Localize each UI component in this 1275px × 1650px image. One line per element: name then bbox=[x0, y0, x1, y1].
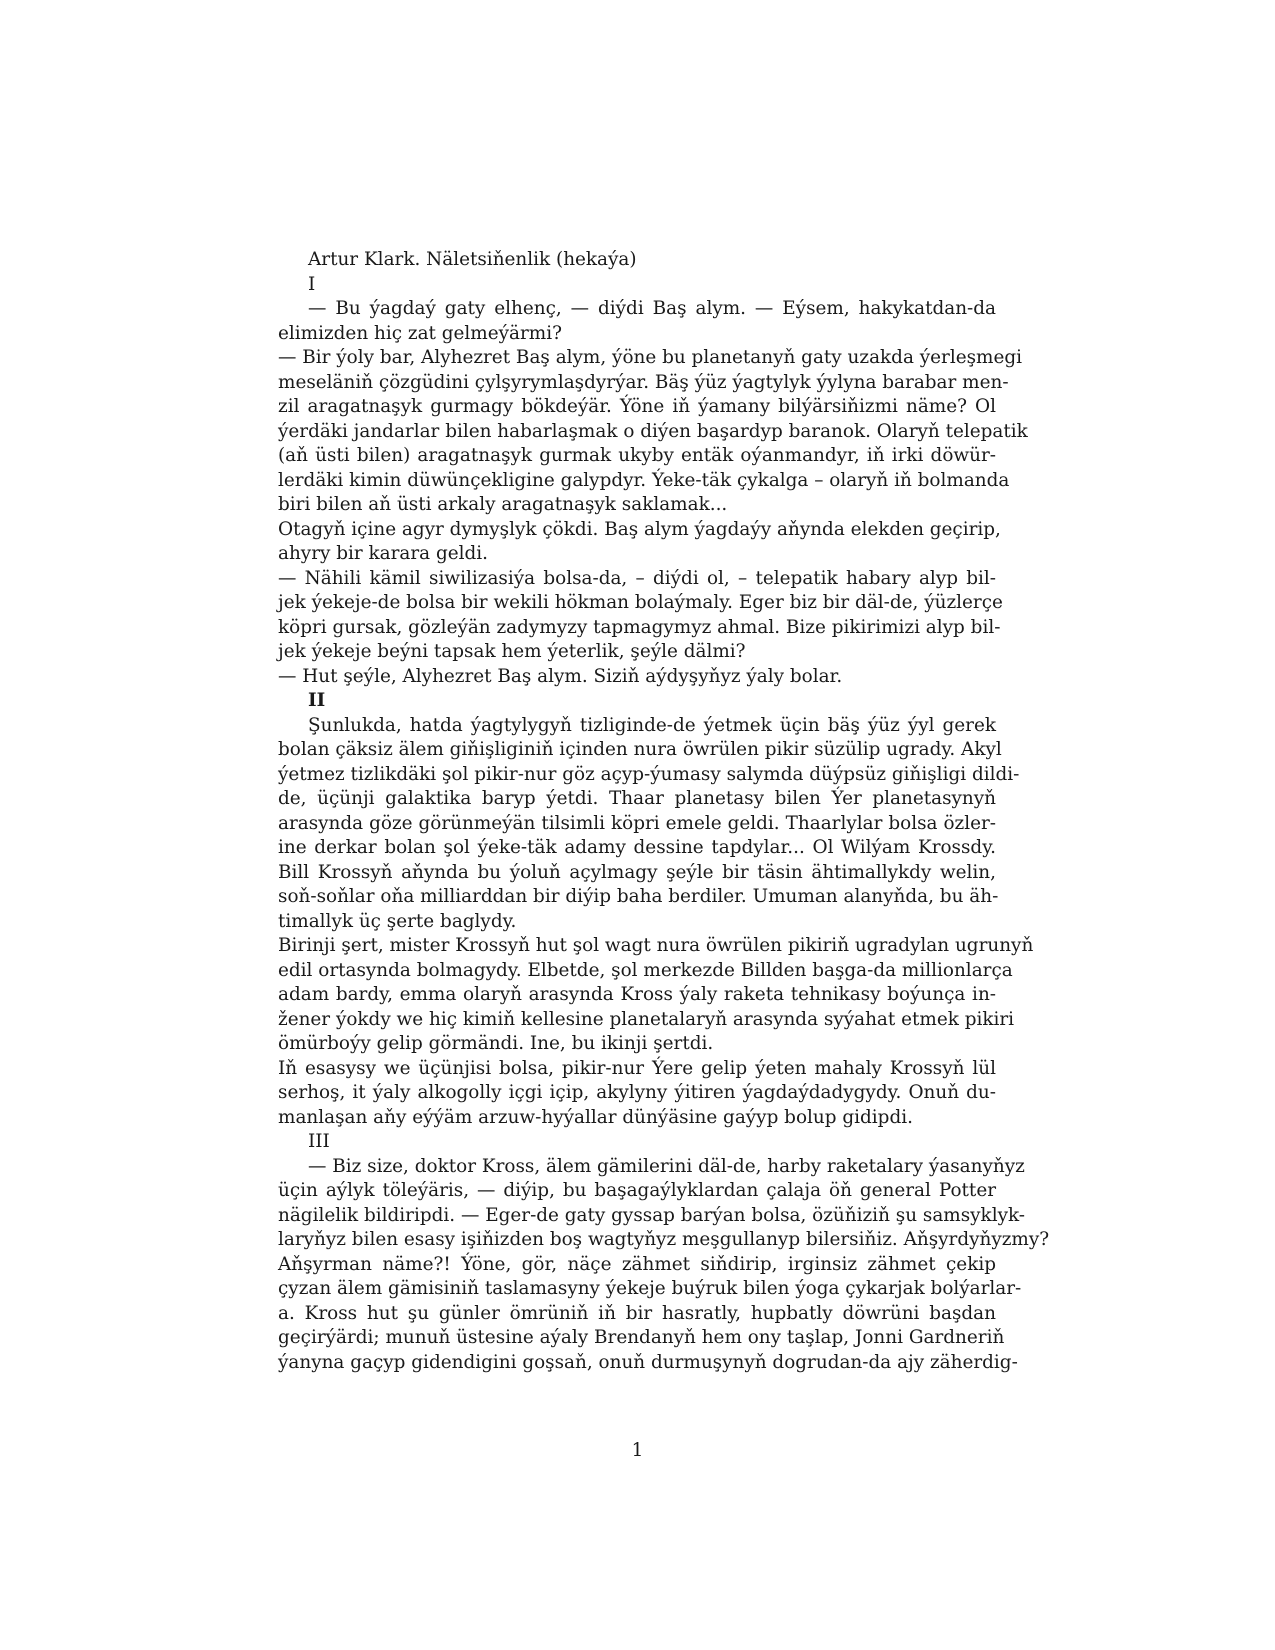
text-line: manlaşan aňy eýýäm arzuw-hyýallar dünýäsine gaýyp bolup gidipdi. bbox=[278, 1106, 913, 1128]
text-line: üçin aýlyk töleýäris, — diýip, bu başagaýlyklardan çalaja öň general Potter bbox=[278, 1180, 996, 1201]
text-line: — Biz size, doktor Kross, älem gämilerini däl-de, harby raketalary ýasanyňyz bbox=[308, 1155, 1025, 1177]
text-line: ine derkar bolan şol ýeke-täk adamy dessine tapdylar... Ol Wilýam Krossdy. bbox=[278, 837, 996, 858]
text-line: Şunlukda, hatda ýagtylygyň tizliginde-de ýetmek üçin bäş ýüz ýyl gerek bbox=[308, 714, 996, 736]
text-line: köpri gursak, gözleýän zadymyzy tapmagymyz ahmal. Bize pikirimizi alyp bil- bbox=[278, 616, 1001, 638]
text-line: ömürboýy gelip görmändi. Ine, bu ikinji şertdi. bbox=[278, 1033, 714, 1054]
text-line: — Nähili kämil siwilizasiýa bolsa-da, – diýdi ol, – telepatik habary alyp bil- bbox=[278, 567, 996, 589]
text-line: laryňyz bilen esasy işiňizden boş wagtyňyz meşgullanyp bilersiňiz. Aňşyrdyňyzmy? bbox=[278, 1229, 1050, 1250]
text-line: žener ýokdy we hiç kimiň kellesine planetalaryň arasynda syýahat etmek pikiri bbox=[278, 1008, 1015, 1030]
text-line: (aň üsti bilen) aragatnaşyk gurmak ukyby entäk oýanmandyr, iň irki döwür- bbox=[278, 445, 996, 466]
text-line: Artur Klark. Näletsiňenlik (hekaýa) bbox=[308, 249, 637, 270]
text-line: çyzan älem gämisiniň taslamasyny ýekeje buýruk bilen ýoga çykarjak bolýarlar- bbox=[278, 1278, 1022, 1299]
text-line: lerdäki kimin düwünçekligine galypdyr. Ýeke-täk çykalga – olaryň iň bolmanda bbox=[278, 469, 1010, 491]
text-line: biri bilen aň üsti arkaly aragatnaşyk saklamak... bbox=[278, 494, 728, 515]
text-line: Bill Krossyň aňynda bu ýoluň açylmagy şeýle bir täsin ähtimallykdy welin, bbox=[278, 861, 996, 883]
text-line: ýanyna gaçyp gidendigini goşsaň, onuň durmuşynyň dogrudan-da ajy zäherdig- bbox=[278, 1351, 1018, 1373]
text-line: — Bir ýoly bar, Alyhezret Baş alym, ýöne bu planetanyň gaty uzakda ýerleşmegi bbox=[278, 347, 1023, 368]
text-line: ahyry bir karara geldi. bbox=[278, 543, 489, 564]
text-line: II bbox=[308, 690, 326, 711]
document-body bbox=[278, 248, 1050, 1375]
text-line: ýetmez tizlikdäki şol pikir-nur göz açyp-ýumasy salymda düýpsüz giňişligi dildi- bbox=[278, 763, 1020, 785]
text-line: — Bu ýagdaý gaty elhenç, — diýdi Baş alym. — Eýsem, hakykatdan-da bbox=[308, 298, 996, 319]
text-line: adam bardy, emma olaryň arasynda Kross ýaly raketa tehnikasy boýunça in- bbox=[278, 984, 996, 1005]
text-line: geçirýärdi; munuň üstesine aýaly Brendanyň hem ony taşlap, Jonni Gardneriň bbox=[278, 1327, 1005, 1348]
text-line: bolan çäksiz älem giňişliginiň içinden nura öwrülen pikir süzülip ugrady. Akyl bbox=[278, 739, 1002, 760]
text-line: arasynda göze görünmeýän tilsimli köpri emele geldi. Thaarlylar bolsa özler- bbox=[278, 812, 996, 834]
text-line: I bbox=[308, 273, 316, 295]
text-line: jek ýekeje beýni tapsak hem ýeterlik, şeýle dälmi? bbox=[278, 641, 746, 662]
page-number: 1 bbox=[631, 1440, 644, 1461]
text-line: Otagyň içine agyr dymyşlyk çökdi. Baş alym ýagdaýy aňynda elekden geçirip, bbox=[278, 518, 1001, 540]
text-line: de, üçünji galaktika baryp ýetdi. Thaar planetasy bilen Ýer planetasynyň bbox=[278, 788, 996, 809]
text-line: jek ýekeje-de bolsa bir wekili hökman bolaýmaly. Eger biz bir däl-de, ýüzlerçe bbox=[278, 592, 1003, 613]
text-line: III bbox=[308, 1131, 330, 1152]
text-line: edil ortasynda bolmagydy. Elbetde, şol merkezde Billden başga-da millionlarça bbox=[278, 959, 1013, 981]
text-line: zil aragatnaşyk gurmagy bökdeýär. Ýöne iň ýamany bilýärsiňizmi näme? Ol bbox=[278, 396, 996, 417]
text-line: ýerdäki jandarlar bilen habarlaşmak o diýen başardyp baranok. Olaryň telepatik bbox=[278, 420, 1028, 442]
text-line: soň-soňlar oňa milliarddan bir diýip baha berdiler. Umuman alanyňda, bu äh- bbox=[278, 886, 999, 907]
text-line: elimizden hiç zat gelmeýärmi? bbox=[278, 322, 562, 344]
text-line: serhoş, it ýaly alkogolly içgi içip, akylyny ýitiren ýagdaýdadygydy. Onuň du- bbox=[278, 1082, 996, 1103]
text-line: Iň esasysy we üçünjisi bolsa, pikir-nur Ýere gelip ýeten mahaly Krossyň lül bbox=[278, 1057, 996, 1079]
text-line: timallyk üç şerte baglydy. bbox=[278, 910, 517, 932]
text-line: meseläniň çözgüdini çylşyrymlaşdyrýar. Bäş ýüz ýagtylyk ýylyna barabar men- bbox=[278, 371, 1009, 393]
text-line: Birinji şert, mister Krossyň hut şol wagt nura öwrülen pikiriň ugradylan ugrunyň bbox=[278, 935, 1034, 956]
text-line: nägilelik bildiripdi. — Eger-de gaty gyssap barýan bolsa, özüňiziň şu samsyklyk- bbox=[278, 1204, 1026, 1226]
text-line: — Hut şeýle, Alyhezret Baş alym. Siziň aýdyşyňyz ýaly bolar. bbox=[278, 665, 843, 687]
text-line: a. Kross hut şu günler ömrüniň iň bir hasratly, hupbatly döwrüni başdan bbox=[278, 1302, 996, 1324]
text-line: Aňşyrman näme?! Ýöne, gör, näçe zähmet siňdirip, irginsiz zähmet çekip bbox=[278, 1253, 996, 1275]
